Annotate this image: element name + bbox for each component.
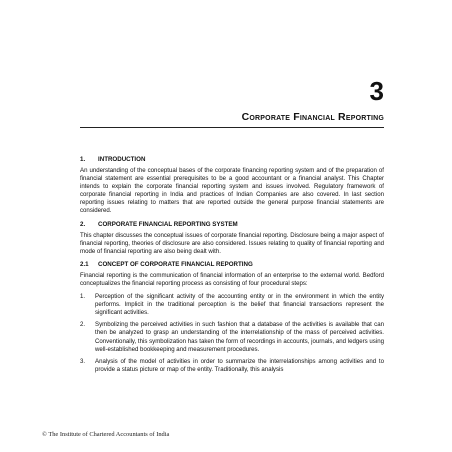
list-marker: 1. [80, 293, 86, 301]
list-item-text: Analysis of the model of activities in order to summarize the interrelationships among activities and to provide a status picture or map of the entity. Traditionally, this analysis [95, 357, 384, 373]
list-item-text: Perception of the significant activity of the accounting entity or in the environment in which the entity performs. Implicit in the traditional perception is the belief that financial transactions represent the significant activities. [95, 293, 384, 317]
title-rule [80, 127, 384, 128]
section-number: 1. [80, 156, 86, 163]
section-title: CONCEPT OF CORPORATE FINANCIAL REPORTING [98, 260, 253, 268]
section-heading-introduction [80, 156, 384, 164]
chapter-content [80, 156, 384, 378]
section-title: CORPORATE FINANCIAL REPORTING SYSTEM [98, 220, 238, 228]
list-marker: 2. [80, 321, 86, 329]
section-heading-concept [80, 261, 384, 269]
section-heading-reporting-system [80, 221, 384, 229]
introduction-paragraph: An understanding of the conceptual bases of the corporate financing reporting system and of the preparation of financial statement are essential prerequisites to be a good accountant or a financial analyst. This Chapter intends to explain the corporate financial reporting system and issues involved. Regulatory framework of corporate financial reporting in India and practices of Indian Companies are also covered. In last section reporting issues relating to matters that are reported outside the general purpose financial statements are considered. [80, 167, 384, 215]
chapter-number: 3 [369, 76, 384, 106]
reporting-system-paragraph: This chapter discusses the conceptual issues of corporate financial reporting. Disclosure being a major aspect of financial reporting, theories of disclosure are also considered. Issues relating to quality of financial reporting and mode of financial reporting are also being dealt with. [80, 231, 384, 255]
section-number: 2. [80, 220, 86, 228]
section-title: INTRODUCTION [98, 156, 146, 163]
list-item [80, 293, 384, 317]
concept-paragraph: Financial reporting is the communication of financial information of an enterprise to the external world. Bedford conceptualizes the financial reporting process as consisting of four procedural steps: [80, 271, 384, 287]
list-item-text: Symbolizing the perceived activities in such fashion that a database of the activities is available that can then be analyzed to grasp an understanding of the interrelationship of the mass of perceived activities. Conventionally, this symbolization has taken the form of recordings in accounts, journals, and ledgers using well-established bookkeeping and measurement procedures. [95, 321, 384, 353]
list-marker: 3. [80, 357, 86, 365]
list-item [80, 358, 384, 374]
section-number: 2.1 [80, 260, 89, 268]
copyright-footer: © The Institute of Chartered Accountants of India [42, 431, 170, 438]
list-item [80, 321, 384, 353]
chapter-title: Corporate Financial Reporting [241, 111, 384, 123]
